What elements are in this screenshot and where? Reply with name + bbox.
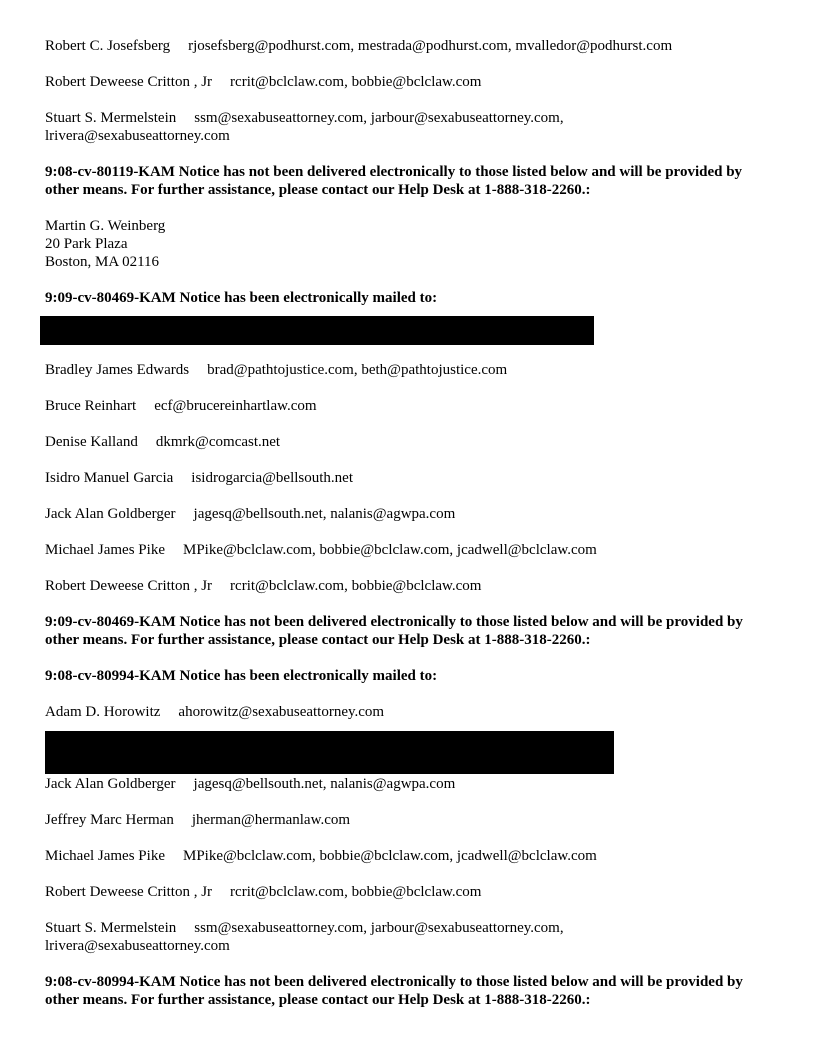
address-name: Martin G. Weinberg [45, 218, 166, 234]
recipient-emails: isidrogarcia@bellsouth.net [191, 470, 353, 486]
recipient-name: Stuart S. Mermelstein [45, 920, 177, 936]
mailed-heading: 9:08-cv-80994-KAM Notice has been electronically mailed to: [45, 668, 438, 684]
recipient-entry [45, 109, 564, 127]
recipient-name: Robert C. Josefsberg [45, 38, 171, 54]
recipient-emails: jagesq@bellsouth.net, nalanis@agwpa.com [193, 776, 456, 792]
recipient-entry [45, 433, 280, 451]
recipient-emails: MPike@bclclaw.com, bobbie@bclclaw.com, jcadwell@bclclaw.com [182, 848, 597, 864]
recipient-emails: ahorowitz@sexabuseattorney.com [178, 704, 385, 720]
recipient-emails: ssm@sexabuseattorney.com, jarbour@sexabuseattorney.com, [194, 920, 564, 936]
recipient-entry [45, 361, 507, 379]
recipient-name: Stuart S. Mermelstein [45, 110, 177, 126]
recipient-emails: dkmrk@comcast.net [155, 434, 281, 450]
recipient-emails: jherman@hermanlaw.com [191, 812, 351, 828]
recipient-name: Michael James Pike [45, 542, 165, 558]
recipient-emails: brad@pathtojustice.com, beth@pathtojustice.com [207, 362, 508, 378]
recipient-name: Jeffrey Marc Herman [45, 812, 174, 828]
not-delivered-heading: 9:08-cv-80994-KAM Notice has not been delivered electronically to those listed below and will be provided by other means. For further assistance, please contact our Help Desk at 1-888-318-2260.: [45, 974, 743, 1008]
recipient-emails-continued: lrivera@sexabuseattorney.com [45, 128, 230, 144]
recipient-entry [45, 469, 353, 487]
redaction-bar [45, 731, 614, 774]
recipient-name: Adam D. Horowitz [45, 704, 161, 720]
redaction-bar [40, 316, 594, 345]
recipient-entry [45, 37, 672, 55]
recipient-entry [45, 73, 481, 91]
recipient-name: Bradley James Edwards [45, 362, 190, 378]
recipient-entry [45, 883, 481, 901]
recipient-entry [45, 541, 597, 559]
recipient-entry [45, 919, 564, 937]
recipient-entry [45, 847, 597, 865]
recipient-emails: jagesq@bellsouth.net, nalanis@agwpa.com [193, 506, 456, 522]
mailed-heading: 9:09-cv-80469-KAM Notice has been electronically mailed to: [45, 290, 438, 306]
recipient-name: Bruce Reinhart [45, 398, 137, 414]
recipient-name: Robert Deweese Critton , Jr [45, 884, 213, 900]
recipient-name: Jack Alan Goldberger [45, 506, 176, 522]
recipient-entry [45, 811, 350, 829]
recipient-name: Robert Deweese Critton , Jr [45, 578, 213, 594]
recipient-name: Denise Kalland [45, 434, 138, 450]
recipient-emails: MPike@bclclaw.com, bobbie@bclclaw.com, jcadwell@bclclaw.com [182, 542, 597, 558]
recipient-name: Jack Alan Goldberger [45, 776, 176, 792]
recipient-emails: rcrit@bclclaw.com, bobbie@bclclaw.com [230, 74, 482, 90]
address-city: Boston, MA 02116 [45, 254, 160, 270]
recipient-entry [45, 775, 455, 793]
recipient-name: Isidro Manuel Garcia [45, 470, 174, 486]
recipient-emails: rjosefsberg@podhurst.com, mestrada@podhurst.com, mvalledor@podhurst.com [188, 38, 673, 54]
recipient-emails: rcrit@bclclaw.com, bobbie@bclclaw.com [230, 578, 482, 594]
not-delivered-heading: 9:08-cv-80119-KAM Notice has not been delivered electronically to those listed below and will be provided by other means. For further assistance, please contact our Help Desk at 1-888-318-2260.: [45, 164, 743, 198]
address-street: 20 Park Plaza [45, 236, 128, 252]
recipient-entry [45, 505, 455, 523]
recipient-emails: ssm@sexabuseattorney.com, jarbour@sexabuseattorney.com, [194, 110, 564, 126]
recipient-name: Robert Deweese Critton , Jr [45, 74, 213, 90]
not-delivered-heading: 9:09-cv-80469-KAM Notice has not been delivered electronically to those listed below and will be provided by other means. For further assistance, please contact our Help Desk at 1-888-318-2260.: [45, 614, 743, 648]
recipient-entry [45, 397, 317, 415]
recipient-name: Michael James Pike [45, 848, 165, 864]
recipient-emails-continued: lrivera@sexabuseattorney.com [45, 938, 230, 954]
recipient-emails: rcrit@bclclaw.com, bobbie@bclclaw.com [230, 884, 482, 900]
recipient-emails: ecf@brucereinhartlaw.com [154, 398, 317, 414]
recipient-entry [45, 577, 481, 595]
recipient-entry [45, 703, 384, 721]
